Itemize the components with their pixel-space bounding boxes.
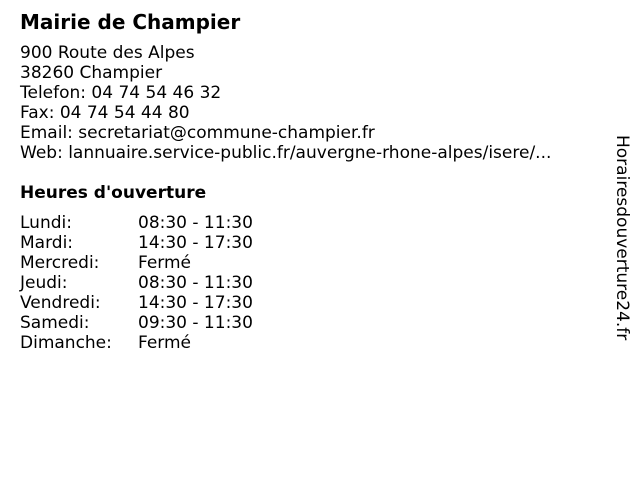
website-url: Web: lannuaire.service-public.fr/auvergne-rhone-alpes/isere/... xyxy=(20,143,552,163)
day-hours: Fermé xyxy=(138,253,192,273)
day-hours: 14:30 - 17:30 xyxy=(138,233,253,253)
day-label: Dimanche: xyxy=(20,333,112,353)
city-postal-code: 38260 Champier xyxy=(20,63,163,83)
street-address: 900 Route des Alpes xyxy=(20,43,195,63)
day-label: Jeudi: xyxy=(20,273,68,293)
address-block xyxy=(20,43,551,163)
phone-number: Telefon: 04 74 54 46 32 xyxy=(20,83,222,103)
fax-number: Fax: 04 74 54 44 80 xyxy=(20,103,190,123)
site-watermark: Horairesdouverture24.fr xyxy=(612,135,632,341)
day-label: Lundi: xyxy=(20,213,72,233)
email-address: Email: secretariat@commune-champier.fr xyxy=(20,123,375,143)
day-hours: Fermé xyxy=(138,333,192,353)
page-title: Mairie de Champier xyxy=(20,10,241,34)
opening-hours-heading: Heures d'ouverture xyxy=(20,183,207,203)
day-hours: 08:30 - 11:30 xyxy=(138,273,253,293)
day-label: Mardi: xyxy=(20,233,74,253)
day-hours: 08:30 - 11:30 xyxy=(138,213,253,233)
day-label: Vendredi: xyxy=(20,293,101,313)
day-hours: 09:30 - 11:30 xyxy=(138,313,253,333)
day-label: Samedi: xyxy=(20,313,90,333)
day-label: Mercredi: xyxy=(20,253,100,273)
day-hours: 14:30 - 17:30 xyxy=(138,293,253,313)
